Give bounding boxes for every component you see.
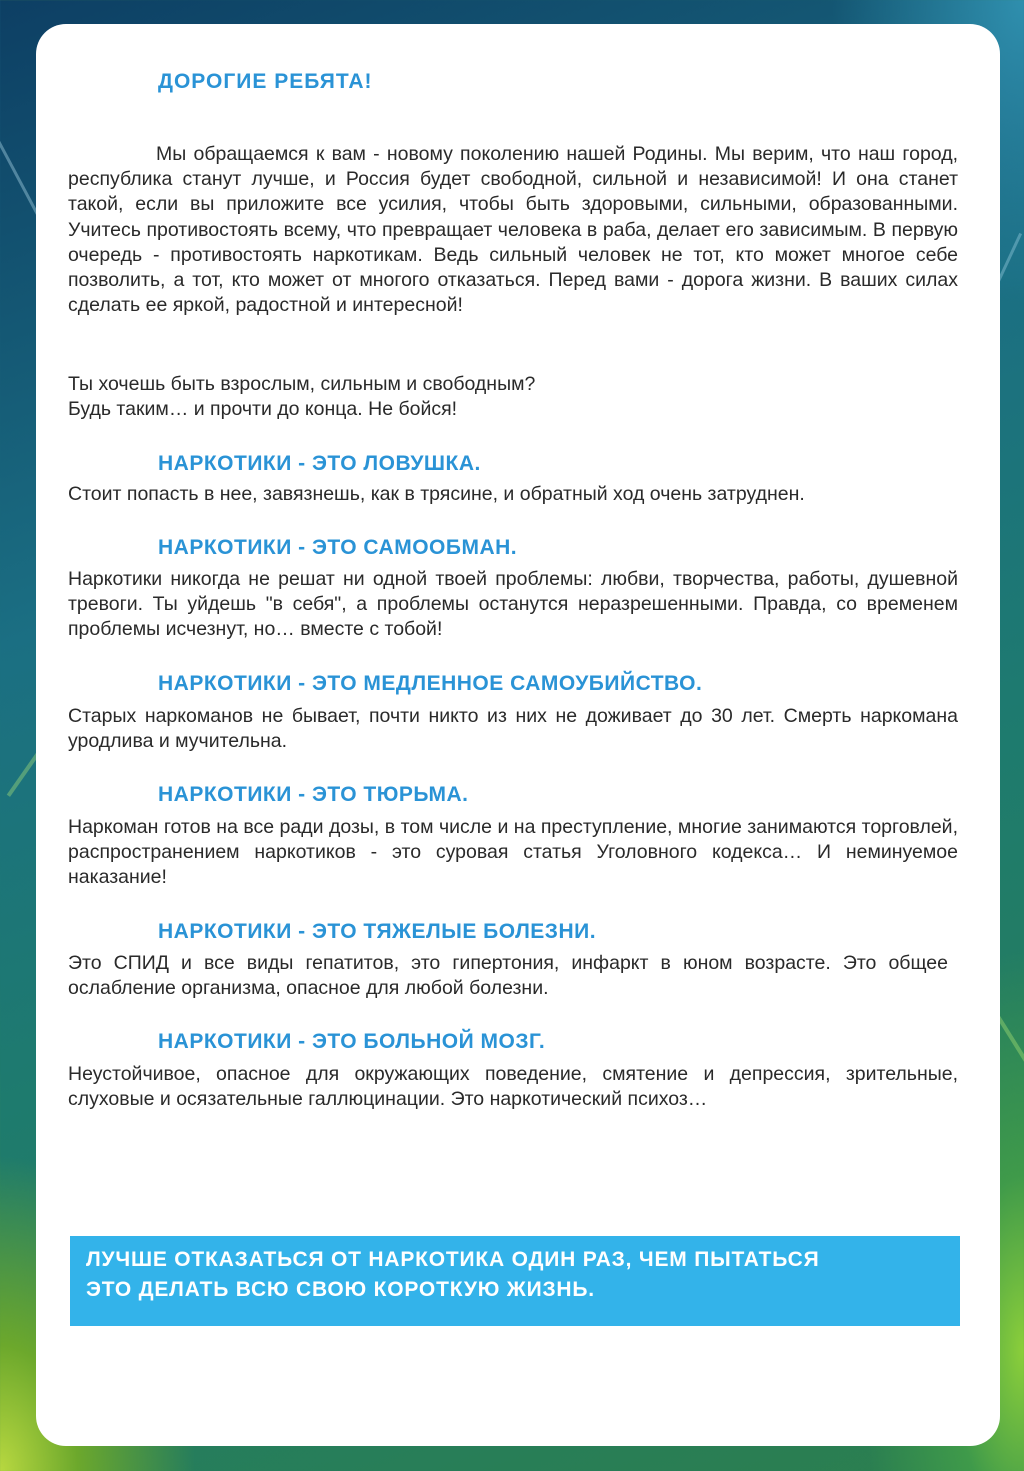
section-heading-self-deception: НАРКОТИКИ - ЭТО САМООБМАН. [158, 536, 518, 559]
section-text-prison: Наркоман готов на все ради дозы, в том числе и на преступление, многие занимаются торговлей, распространением наркотиков - это суровая статья Уголовного кодекса… И неминуемое наказание! [68, 816, 958, 889]
section-heading-slow-suicide: НАРКОТИКИ - ЭТО МЕДЛЕННОЕ САМОУБИЙСТВО. [158, 672, 703, 695]
section-heading-prison: НАРКОТИКИ - ЭТО ТЮРЬМА. [158, 783, 469, 806]
invite-line: Будь таким… и прочти до конца. Не бойся! [68, 398, 458, 421]
leaflet-page [36, 24, 1000, 1446]
section-heading-diseases: НАРКОТИКИ - ЭТО ТЯЖЕЛЫЕ БОЛЕЗНИ. [158, 920, 597, 943]
invite-line: Ты хочешь быть взрослым, сильным и свободным? [68, 373, 536, 395]
section-text-diseases: Это СПИД и все виды гепатитов, это гипертония, инфаркт в юном возрасте. Это общее ослабление организма, опасное для любой болезни. [68, 952, 948, 1000]
section-text-sick-brain: Неустойчивое, опасное для окружающих поведение, смятение и депрессия, зрительные, слуховые и осязательные галлюцинации. Это наркотический психоз… [68, 1063, 958, 1111]
section-text-slow-suicide: Старых наркоманов не бывает, почти никто из них не доживает до 30 лет. Смерть наркомана уродлива и мучительна. [68, 705, 958, 753]
slogan-line: ЛУЧШЕ ОТКАЗАТЬСЯ ОТ НАРКОТИКА ОДИН РАЗ, ЧЕМ ПЫТАТЬСЯ [86, 1248, 820, 1271]
intro-paragraph: Мы обращаемся к вам - новому поколению нашей Родины. Мы верим, что наш город, республика станут лучше, и Россия будет свободной, сильной и независимой! И она станет такой, если вы приложите все усилия, чтобы быть здоровыми, сильными, образованными. Учитесь противостоять всему, что превращает человека в раба, делает его зависимым. В первую очередь - противостоять наркотикам. Ведь сильный человек не тот, кто может многое себе позволить, а тот, кто может от многого отказаться. Перед вами - дорога жизни. В ваших силах сделать ее яркой, радостной и интересной! [68, 143, 958, 317]
section-heading-sick-brain: НАРКОТИКИ - ЭТО БОЛЬНОЙ МОЗГ. [158, 1030, 546, 1053]
section-heading-trap: НАРКОТИКИ - ЭТО ЛОВУШКА. [158, 452, 481, 475]
section-text-trap: Стоит попасть в нее, завязнешь, как в трясине, и обратный ход очень затруднен. [68, 483, 805, 505]
slogan-banner [70, 1236, 960, 1326]
slogan-line: ЭТО ДЕЛАТЬ ВСЮ СВОЮ КОРОТКУЮ ЖИЗНЬ. [86, 1278, 595, 1301]
greeting-title: ДОРОГИЕ РЕБЯТА! [158, 70, 373, 93]
section-text-self-deception: Наркотики никогда не решат ни одной твоей проблемы: любви, творчества, работы, душевной тревоги. Ты уйдешь "в себя", а проблемы останутся неразрешенными. Правда, со временем проблемы исчезнут, но… вместе с тобой! [68, 568, 958, 641]
invite-block [68, 372, 958, 422]
